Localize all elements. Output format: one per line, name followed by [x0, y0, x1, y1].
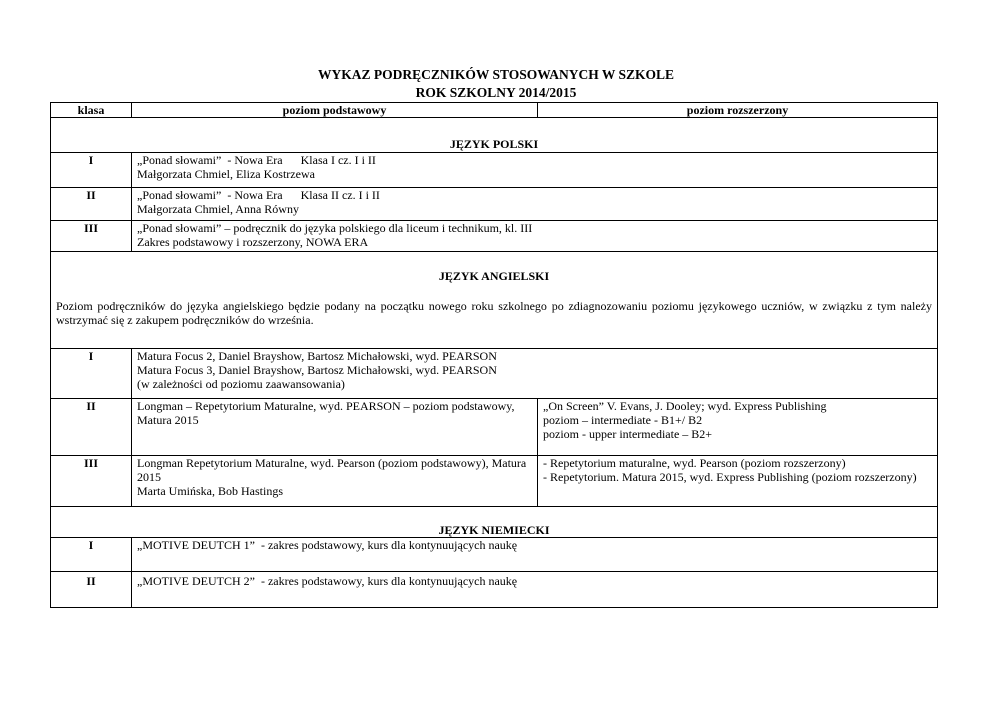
table-row: [51, 572, 938, 608]
table-row: [51, 349, 938, 399]
book-cell: [132, 153, 938, 188]
section-niemiecki: [51, 507, 938, 538]
book-line: „Ponad słowami” - Nowa Era Klasa I cz. I i II: [137, 153, 376, 167]
book-line: - Repetytorium maturalne, wyd. Pearson (poziom rozszerzony): [543, 456, 846, 470]
book-line: Matura Focus 3, Daniel Brayshow, Bartosz Michałowski, wyd. PEARSON: [137, 363, 497, 377]
klasa-cell: I: [51, 538, 132, 572]
book-line: „Ponad słowami” - Nowa Era Klasa II cz. I i II: [137, 188, 380, 202]
klasa-cell: III: [51, 221, 132, 252]
book-cell: [132, 188, 938, 221]
textbook-table: [50, 102, 938, 608]
table-row: [51, 188, 938, 221]
klasa-cell: II: [51, 188, 132, 221]
table-row: [51, 153, 938, 188]
book-cell-podstawowy: [132, 456, 538, 507]
section-cell: [51, 252, 938, 349]
book-cell-rozszerzony: [538, 399, 938, 456]
book-line: Matura Focus 2, Daniel Brayshow, Bartosz Michałowski, wyd. PEARSON: [137, 349, 497, 363]
book-note: (w zależności od poziomu zaawansowania): [137, 377, 345, 391]
klasa-cell: I: [51, 153, 132, 188]
book-cell: [132, 538, 938, 572]
book-line: „Ponad słowami” – podręcznik do języka polskiego dla liceum i technikum, kl. III: [137, 221, 533, 235]
klasa-cell: III: [51, 456, 132, 507]
header-rozszerzony: poziom rozszerzony: [538, 103, 938, 118]
section-polski: [51, 118, 938, 153]
header-row: [51, 103, 938, 118]
book-cell-podstawowy: [132, 399, 538, 456]
book-line: „MOTIVE DEUTCH 1” - zakres podstawowy, kurs dla kontynuujących naukę: [137, 538, 518, 552]
table-row: [51, 399, 938, 456]
table-row: [51, 456, 938, 507]
klasa-cell: I: [51, 349, 132, 399]
section-heading: JĘZYK ANGIELSKI: [438, 269, 550, 283]
header-podstawowy: poziom podstawowy: [132, 103, 538, 118]
header-klasa: klasa: [51, 103, 132, 118]
book-line: Longman – Repetytorium Maturalne, wyd. PEARSON – poziom podstawowy, Matura 2015: [137, 399, 515, 427]
book-cell-rozszerzony: [538, 456, 938, 507]
book-line: „On Screen” V. Evans, J. Dooley; wyd. Express Publishing: [543, 399, 827, 413]
table-row: [51, 538, 938, 572]
book-line: „MOTIVE DEUTCH 2” - zakres podstawowy, kurs dla kontynuujących naukę: [137, 574, 518, 588]
section-note: Poziom podręczników do języka angielskiego będzie podany na początku nowego roku szkolnego po zdiagnozowaniu poziomu językowego uczniów, w związku z tym należy wstrzymać się z zakupem podręczników do września.: [56, 299, 932, 327]
klasa-cell: II: [51, 399, 132, 456]
section-heading: JĘZYK NIEMIECKI: [51, 507, 938, 538]
book-line: Longman Repetytorium Maturalne, wyd. Pearson (poziom podstawowy), Matura 2015: [137, 456, 527, 484]
table-row: [51, 221, 938, 252]
book-cell: [132, 221, 938, 252]
book-line: - Repetytorium. Matura 2015, wyd. Express Publishing (poziom rozszerzony): [543, 470, 917, 484]
book-level: poziom - upper intermediate – B2+: [543, 427, 713, 441]
document-title: WYKAZ PODRĘCZNIKÓW STOSOWANYCH W SZKOLE: [317, 67, 675, 82]
book-authors: Małgorzata Chmiel, Eliza Kostrzewa: [137, 167, 315, 181]
klasa-cell: II: [51, 572, 132, 608]
book-cell: [132, 572, 938, 608]
section-heading: JĘZYK POLSKI: [51, 118, 938, 153]
book-cell: [132, 349, 938, 399]
book-authors: Małgorzata Chmiel, Anna Równy: [137, 202, 299, 216]
book-level: poziom – intermediate - B1+/ B2: [543, 413, 703, 427]
school-year: ROK SZKOLNY 2014/2015: [415, 85, 577, 100]
book-authors: Marta Umińska, Bob Hastings: [137, 484, 283, 498]
section-angielski: [51, 252, 938, 349]
book-publisher: Zakres podstawowy i rozszerzony, NOWA ERA: [137, 235, 369, 249]
